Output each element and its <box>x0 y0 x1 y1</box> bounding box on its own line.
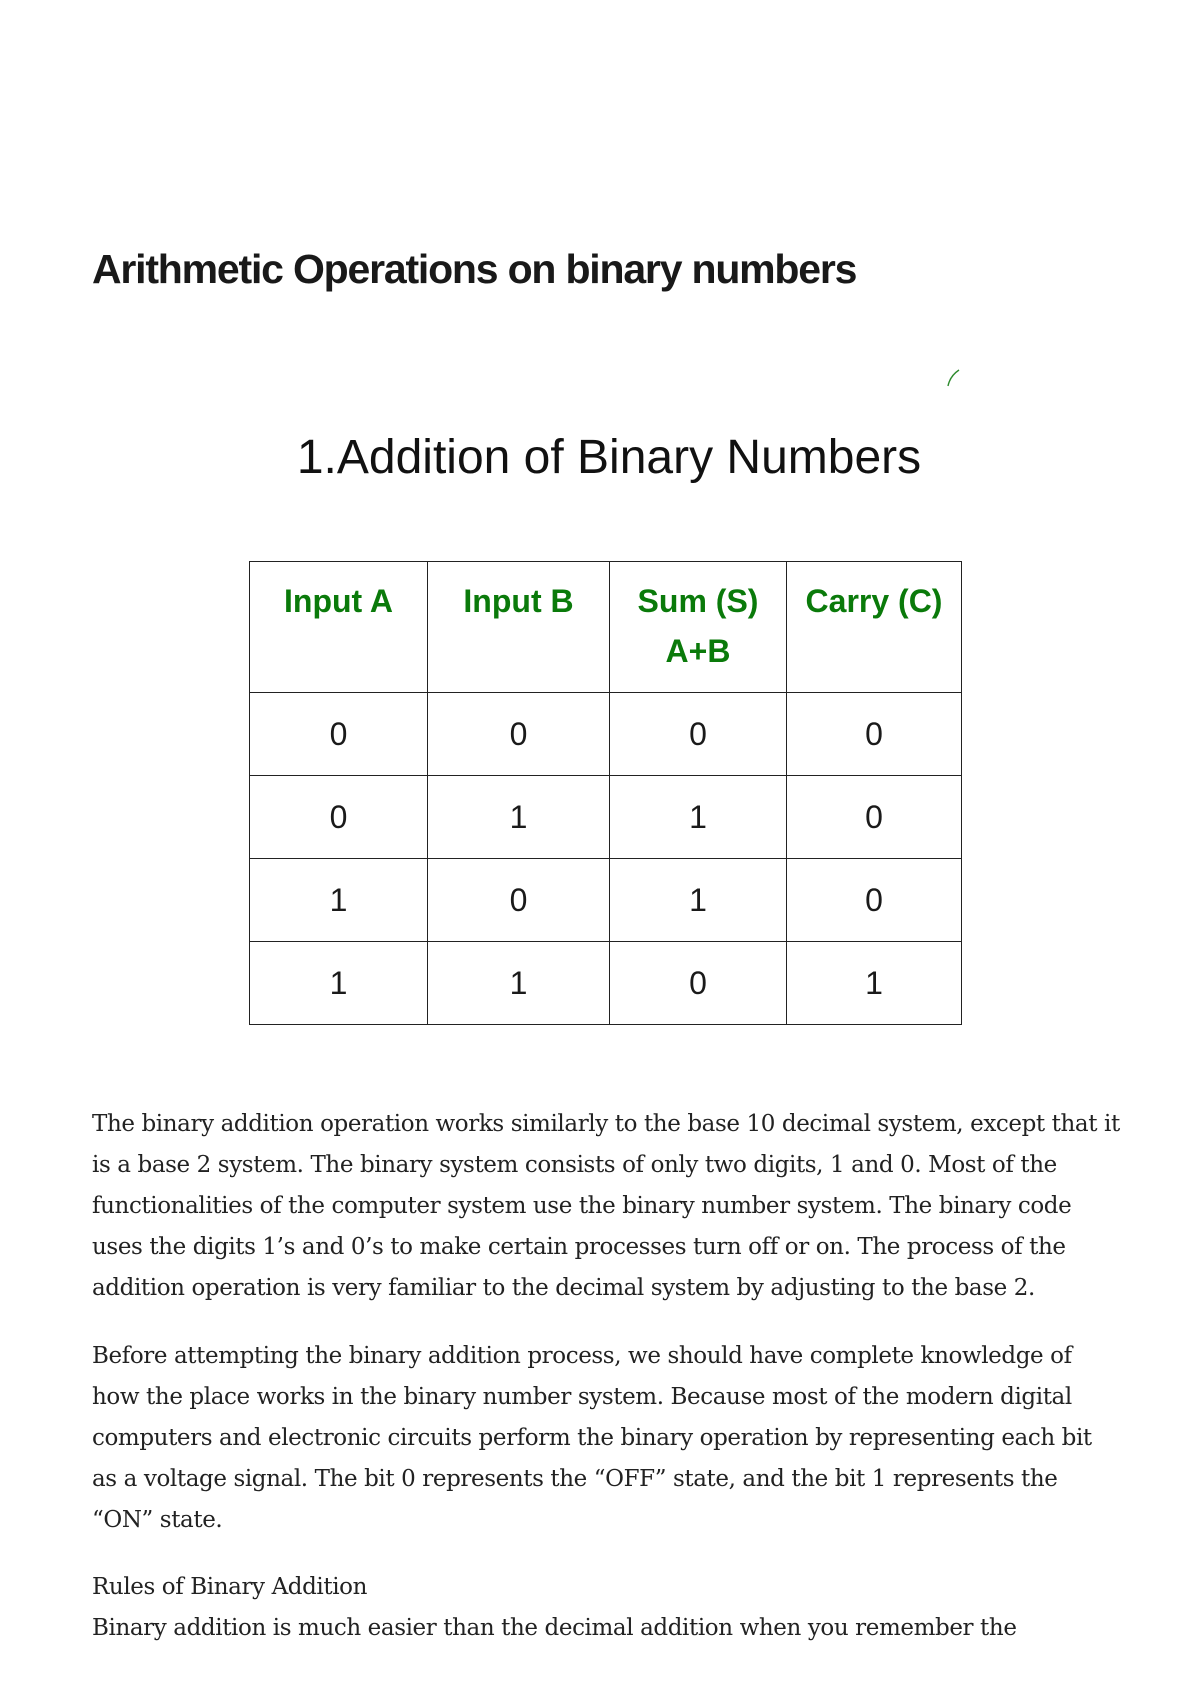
header-input-a <box>250 562 428 693</box>
binary-addition-table <box>249 561 962 1025</box>
header-input-b <box>428 562 610 693</box>
header-line-1: Carry (C) <box>805 583 943 619</box>
table-header-row <box>250 562 962 693</box>
cell-input-b: 0 <box>428 693 610 776</box>
table-row <box>250 693 962 776</box>
paragraph-binary-addition-intro: The binary addition operation works similarly to the base 10 decimal system, except that it is a base 2 system. The binary system consists of only two digits, 1 and 0. Most of the functionalities of the computer system use the binary number system. The binary code uses the digits 1’s and 0’s to make certain processes turn off or on. The process of the addition operation is very familiar to the decimal system by adjusting to the base 2. <box>92 1111 1120 1301</box>
table-row <box>250 776 962 859</box>
page-title: Arithmetic Operations on binary numbers <box>92 246 857 292</box>
cell-input-a: 0 <box>250 776 428 859</box>
header-carry <box>787 562 962 693</box>
cell-input-b: 1 <box>428 942 610 1025</box>
cell-input-b: 0 <box>428 859 610 942</box>
cell-input-a: 1 <box>250 942 428 1025</box>
header-line-2: A+B <box>665 633 731 669</box>
table-row <box>250 859 962 942</box>
paragraph-binary-addition-context: Before attempting the binary addition process, we should have complete knowledge of how the place works in the binary number system. Because most of the modern digital computers and electronic circuits perform the binary operation by representing each bit as a voltage signal. The bit 0 represents the “OFF” state, and the bit 1 represents the “ON” state. <box>92 1343 1092 1533</box>
cell-carry: 0 <box>787 859 962 942</box>
cell-sum: 1 <box>610 776 787 859</box>
tick-mark-icon <box>946 368 962 388</box>
cell-carry: 0 <box>787 693 962 776</box>
cell-carry: 0 <box>787 776 962 859</box>
header-line-1: Input B <box>463 583 574 619</box>
rules-heading: Rules of Binary Addition <box>92 1574 368 1600</box>
cell-input-a: 0 <box>250 693 428 776</box>
header-sum <box>610 562 787 693</box>
rules-intro: Binary addition is much easier than the decimal addition when you remember the <box>92 1615 1017 1641</box>
figure-title: 1.Addition of Binary Numbers <box>296 431 922 484</box>
table-row <box>250 942 962 1025</box>
cell-sum: 0 <box>610 693 787 776</box>
cell-carry: 1 <box>787 942 962 1025</box>
header-line-1: Sum (S) <box>637 583 759 619</box>
header-line-1: Input A <box>284 583 393 619</box>
cell-input-b: 1 <box>428 776 610 859</box>
cell-input-a: 1 <box>250 859 428 942</box>
rules-section <box>92 1567 1122 1649</box>
cell-sum: 1 <box>610 859 787 942</box>
cell-sum: 0 <box>610 942 787 1025</box>
